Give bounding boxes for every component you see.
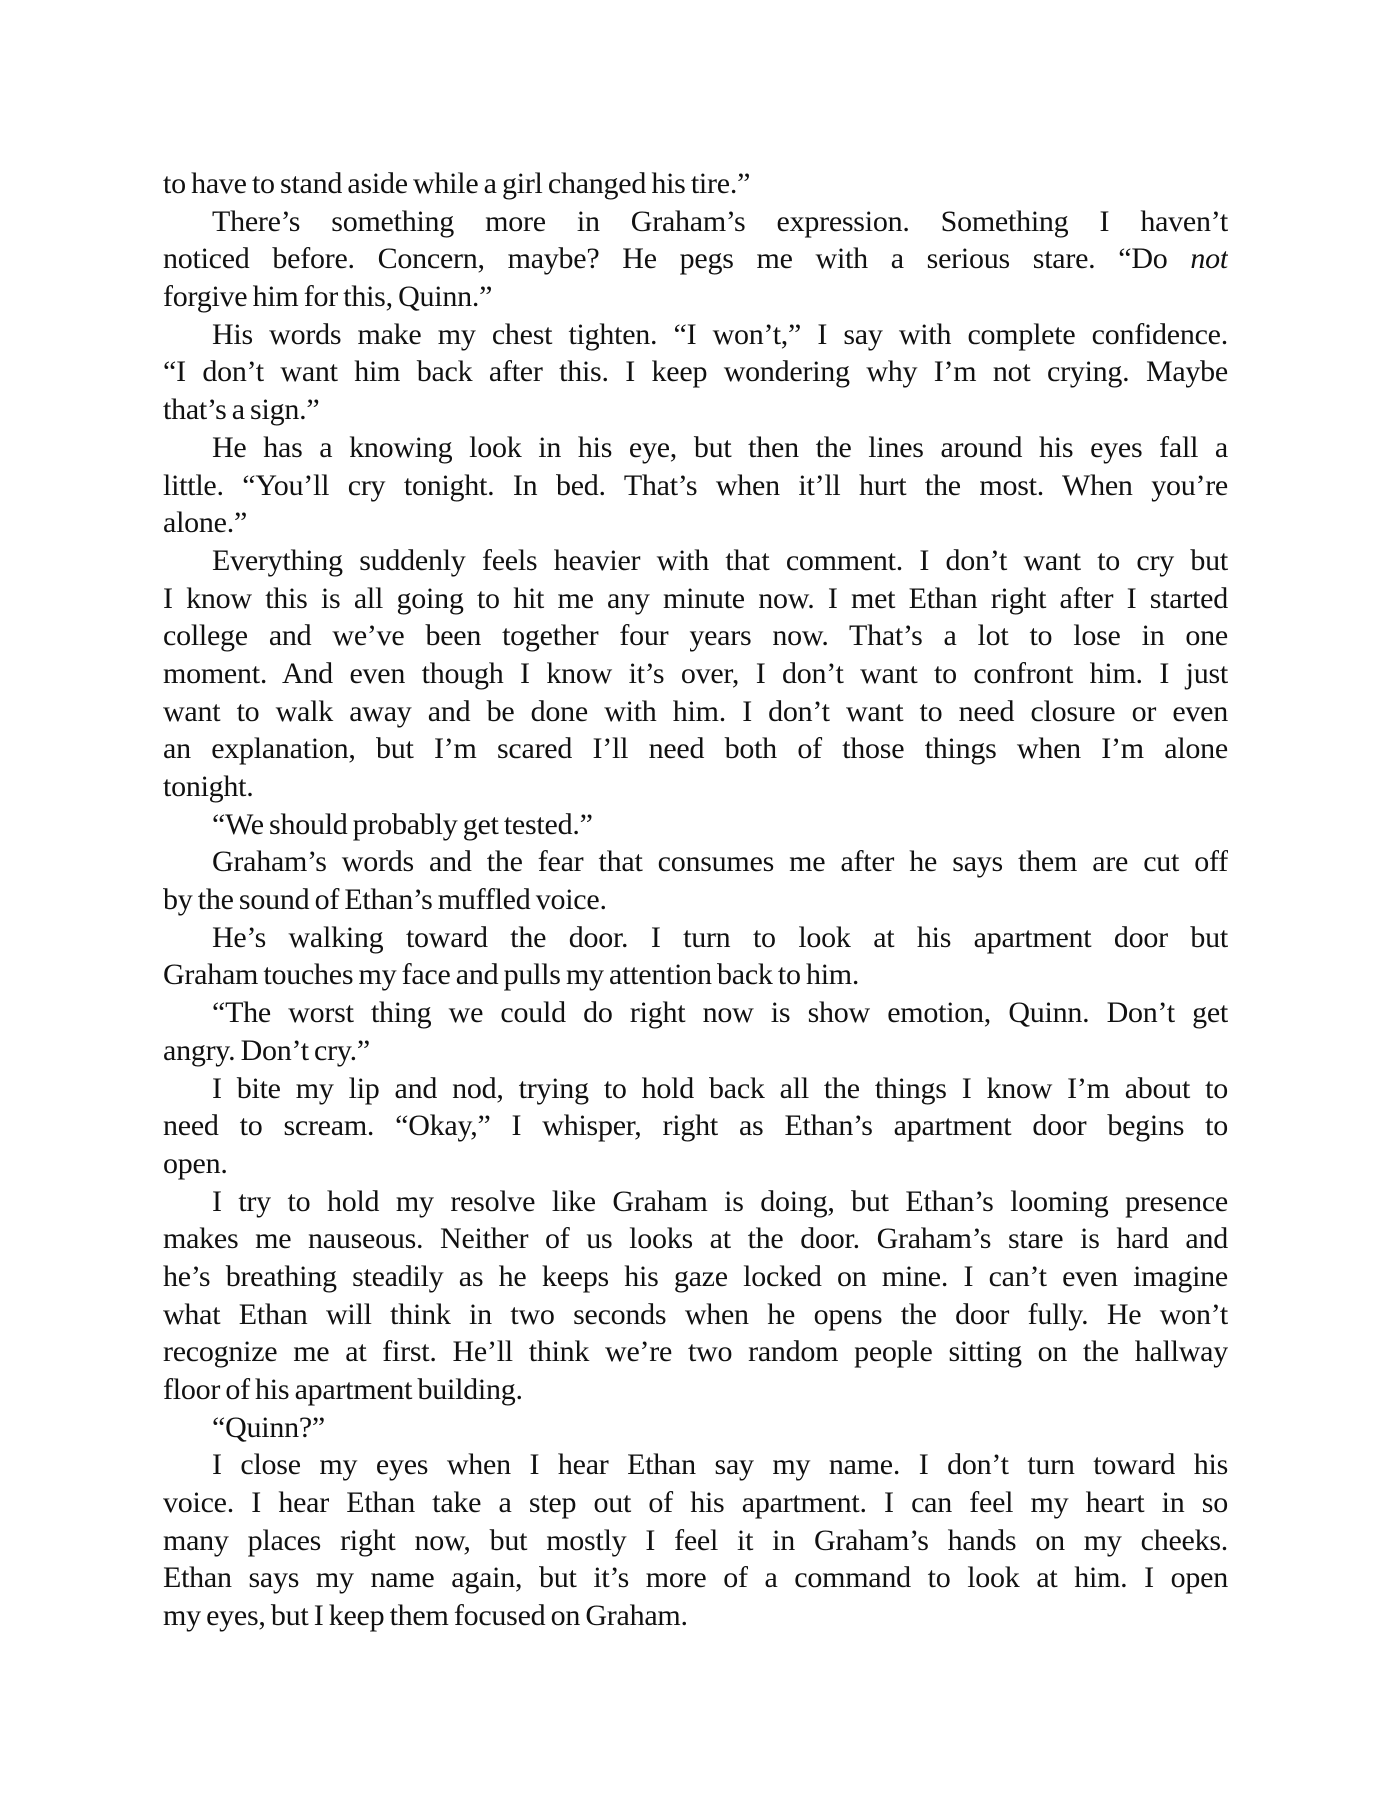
text-line: He’s walking toward the door. I turn to look at his apartment door but [212,920,1228,954]
text-line: There’s something more in Graham’s expression. Something I haven’t [212,204,1228,238]
text-line: recognize me at first. He’ll think we’re two random people sitting on the hallway [163,1335,1228,1369]
paragraph [163,203,1228,316]
text-line: alone.” [163,506,248,540]
paragraph [163,1446,1228,1634]
book-page-body [163,165,1228,1635]
text-line: he’s breathing steadily as he keeps his gaze locked on mine. I can’t even imagine [163,1259,1228,1293]
text-line: Graham touches my face and pulls my attention back to him. [163,958,860,992]
text-line: little. “You’ll cry tonight. In bed. That’s when it’ll hurt the most. When you’re [163,468,1228,502]
paragraph [163,429,1228,542]
text-line: moment. And even though I know it’s over, I don’t want to confront him. I just [163,656,1228,690]
text-line: open. [163,1146,228,1180]
text-line: to have to stand aside while a girl changed his tire.” [163,167,751,200]
text-line: many places right now, but mostly I feel it in Graham’s hands on my cheeks. [163,1523,1228,1557]
text-line: He has a knowing look in his eye, but then the lines around his eyes fall a [212,430,1228,464]
paragraph [163,919,1228,994]
emphasis-text: not [1190,242,1228,276]
text-line: “I don’t want him back after this. I keep wondering why I’m not crying. Maybe [163,355,1228,389]
text-line: what Ethan will think in two seconds when he opens the door fully. He won’t [163,1297,1228,1331]
paragraph [163,542,1228,806]
text-line: floor of his apartment building. [163,1373,523,1406]
text-line [163,240,1228,278]
text-line: “The worst thing we could do right now is show emotion, Quinn. Don’t get [212,996,1228,1030]
text-line: makes me nauseous. Neither of us looks at the door. Graham’s stare is hard and [163,1222,1228,1256]
text-line: Ethan says my name again, but it’s more of a command to look at him. I open [163,1561,1228,1595]
text-line: I close my eyes when I hear Ethan say my name. I don’t turn toward his [212,1448,1228,1482]
text-line: voice. I hear Ethan take a step out of his apartment. I can feel my heart in so [163,1486,1228,1520]
text-line: want to walk away and be done with him. I don’t want to need closure or even [163,694,1228,728]
text-segment: noticed before. Concern, maybe? He pegs me with a serious stare. “Do [163,242,1191,276]
paragraph [163,316,1228,429]
text-line: that’s a sign.” [163,393,320,427]
text-line: Everything suddenly feels heavier with that comment. I don’t want to cry but [212,543,1228,577]
text-line: forgive him for this, Quinn.” [163,280,493,314]
text-line: Graham’s words and the fear that consumes me after he says them are cut off [212,845,1228,879]
paragraph [163,994,1228,1069]
paragraph [163,1183,1228,1409]
paragraph [163,165,1228,203]
paragraph [163,843,1228,918]
text-line: by the sound of Ethan’s muffled voice. [163,883,607,917]
text-line: college and we’ve been together four years now. That’s a lot to lose in one [163,619,1228,653]
text-line: I know this is all going to hit me any minute now. I met Ethan right after I started [163,581,1228,615]
text-line: His words make my chest tighten. “I won’t,” I say with complete confidence. [212,317,1228,351]
text-line: “Quinn?” [212,1410,325,1444]
text-line: my eyes, but I keep them focused on Graham. [163,1599,688,1633]
paragraph [163,1070,1228,1183]
paragraph [163,1409,1228,1447]
text-line: need to scream. “Okay,” I whisper, right as Ethan’s apartment door begins to [163,1109,1228,1143]
text-line: angry. Don’t cry.” [163,1033,370,1067]
text-line: I try to hold my resolve like Graham is doing, but Ethan’s looming presence [212,1184,1228,1218]
text-line: tonight. [163,770,254,803]
paragraph [163,806,1228,844]
text-line: I bite my lip and nod, trying to hold back all the things I know I’m about to [212,1071,1228,1105]
text-line: an explanation, but I’m scared I’ll need both of those things when I’m alone [163,732,1228,766]
text-line: “We should probably get tested.” [212,807,593,841]
